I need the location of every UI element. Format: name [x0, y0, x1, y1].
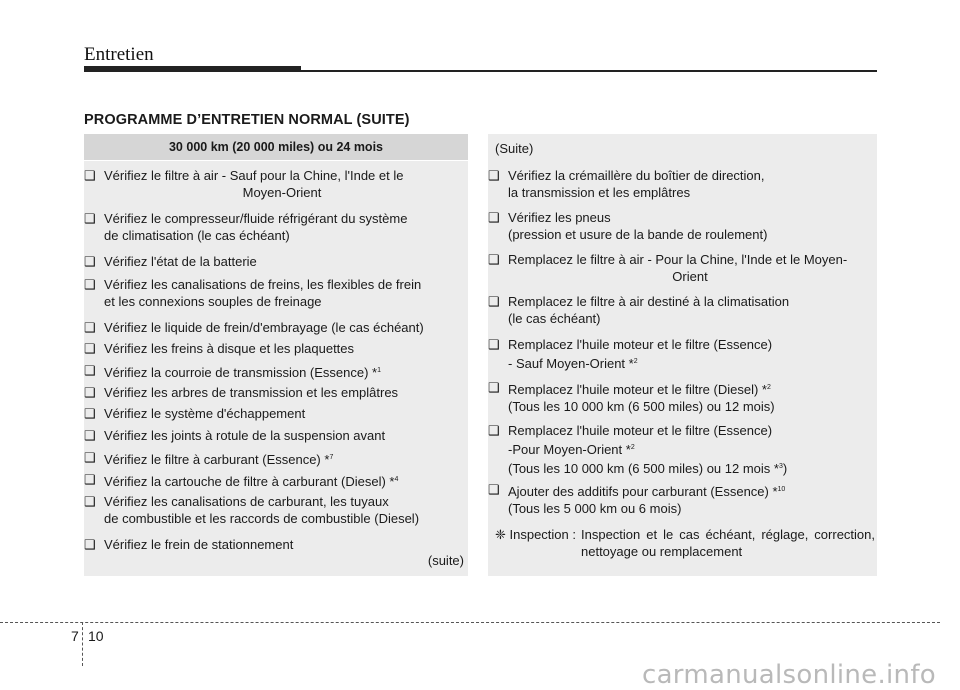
checkbox-icon: ❑	[84, 168, 96, 183]
item-line: (Tous les 5 000 km ou 6 mois)	[508, 501, 682, 516]
item-line: Orient	[672, 269, 708, 284]
checklist-item	[84, 167, 460, 201]
header-bar	[84, 66, 301, 72]
footnote-ref: 7	[329, 454, 334, 461]
item-line: (pression et usure de la bande de roulement)	[508, 227, 768, 242]
item-line: Remplacez l'huile moteur et le filtre (Essence)	[508, 423, 773, 438]
continued-from-note: (Suite)	[495, 141, 534, 156]
chapter-number: 7	[71, 628, 79, 644]
item-line: Vérifiez le liquide de frein/d'embrayage (le cas échéant)	[104, 320, 424, 335]
item-line: Ajouter des additifs pour carburant (Essence) *	[508, 484, 778, 499]
checkbox-icon: ❑	[488, 380, 500, 395]
item-line: Vérifiez la courroie de transmission (Essence) *	[104, 365, 378, 380]
left-column-heading: 30 000 km (20 000 miles) ou 24 mois	[84, 134, 468, 160]
item-line: (Tous les 10 000 km (6 500 miles) ou 12 mois)	[508, 399, 775, 414]
footnote-ref: 1	[377, 367, 382, 374]
checkbox-icon: ❑	[84, 537, 96, 552]
checklist-item	[488, 167, 872, 201]
checkbox-icon: ❑	[84, 472, 96, 487]
checkbox-icon: ❑	[84, 254, 96, 269]
checklist-item	[84, 276, 460, 310]
right-column	[488, 134, 877, 576]
page-number: 10	[88, 628, 104, 644]
checkbox-icon: ❑	[488, 482, 500, 497]
item-line: Remplacez le filtre à air - Pour la Chine, l'Inde et le Moyen-	[508, 252, 848, 267]
checklist-item	[84, 253, 460, 270]
item-line: Vérifiez la cartouche de filtre à carburant (Diesel) *	[104, 474, 395, 489]
checkbox-icon: ❑	[84, 277, 96, 292]
checkbox-icon: ❑	[84, 428, 96, 443]
item-line: Vérifiez les arbres de transmission et les emplâtres	[104, 385, 399, 400]
checklist-item	[84, 319, 460, 336]
checkbox-icon: ❑	[84, 211, 96, 226]
item-line: et les connexions souples de freinage	[104, 294, 322, 309]
item-line: de combustible et les raccords de combustible (Diesel)	[104, 511, 420, 526]
checklist-item	[488, 481, 872, 517]
item-line: Vérifiez les canalisations de freins, les flexibles de frein	[104, 277, 422, 292]
item-line: Remplacez le filtre à air destiné à la climatisation	[508, 294, 790, 309]
checkbox-icon: ❑	[488, 252, 500, 267]
footer-divider	[82, 622, 83, 666]
footnote-ref: 2	[633, 358, 638, 365]
checklist-item	[84, 536, 460, 553]
left-column	[84, 134, 468, 576]
checklist-item	[84, 405, 460, 422]
item-line: Vérifiez les canalisations de carburant, les tuyaux	[104, 494, 389, 509]
checkbox-icon: ❑	[84, 406, 96, 421]
item-line-end: )	[782, 461, 788, 476]
item-line: Vérifiez le système d'échappement	[104, 406, 306, 421]
checklist-item	[488, 336, 872, 372]
item-line: (le cas échéant)	[508, 311, 601, 326]
checkbox-icon: ❑	[488, 294, 500, 309]
item-line: Vérifiez les joints à rotule de la suspension avant	[104, 428, 386, 443]
checkbox-icon: ❑	[488, 168, 500, 183]
item-line: la transmission et les emplâtres	[508, 185, 691, 200]
footnote-ref: 2	[766, 384, 771, 391]
checkbox-icon: ❑	[488, 423, 500, 438]
item-line: Vérifiez l'état de la batterie	[104, 254, 257, 269]
watermark: carmanualsonline.info	[641, 660, 936, 690]
section-title: PROGRAMME D’ENTRETIEN NORMAL (SUITE)	[84, 112, 410, 128]
item-line: Vérifiez le filtre à air - Sauf pour la Chine, l'Inde et le	[104, 168, 404, 183]
checklist-item	[84, 384, 460, 401]
footnote-ref: 3	[778, 463, 783, 470]
item-line: de climatisation (le cas échéant)	[104, 228, 290, 243]
item-line: (Tous les 10 000 km (6 500 miles) ou 12 mois *	[508, 461, 779, 476]
checkbox-icon: ❑	[84, 320, 96, 335]
checkbox-icon: ❑	[84, 341, 96, 356]
checklist-item	[488, 209, 872, 243]
item-line: -Pour Moyen-Orient *	[508, 442, 631, 457]
footnote-ref: 10	[777, 486, 786, 493]
item-line: Remplacez l'huile moteur et le filtre (Essence)	[508, 337, 773, 352]
checkbox-icon: ❑	[84, 450, 96, 465]
checklist-item	[84, 210, 460, 244]
checklist-item	[84, 493, 460, 527]
item-line: - Sauf Moyen-Orient *	[508, 356, 634, 371]
checklist-item	[488, 422, 872, 477]
header-title: Entretien	[84, 44, 154, 65]
left-column-separator	[84, 160, 468, 161]
checklist-item	[84, 362, 460, 381]
item-line: Remplacez l'huile moteur et le filtre (Diesel) *	[508, 382, 767, 397]
inspection-legend	[495, 526, 875, 560]
legend-definition: Inspection et le cas échéant, réglage, correction, nettoyage ou remplacement	[581, 527, 875, 559]
checklist-item	[84, 427, 460, 444]
checklist-item	[488, 379, 872, 415]
checklist-item	[84, 340, 460, 357]
header-rule	[301, 70, 877, 72]
item-line: Vérifiez le compresseur/fluide réfrigérant du système	[104, 211, 408, 226]
continued-note: (suite)	[427, 553, 464, 568]
item-line: Vérifiez le filtre à carburant (Essence) *	[104, 452, 330, 467]
item-line: Vérifiez la crémaillère du boîtier de direction,	[508, 168, 765, 183]
checklist-item	[488, 251, 872, 285]
checkbox-icon: ❑	[84, 494, 96, 509]
checklist-item	[84, 449, 460, 468]
checkbox-icon: ❑	[488, 210, 500, 225]
footnote-ref: 2	[630, 444, 635, 451]
item-line: Vérifiez les freins à disque et les plaquettes	[104, 341, 355, 356]
checklist-item	[84, 471, 460, 490]
footnote-ref: 4	[394, 476, 399, 483]
item-line: Moyen-Orient	[242, 185, 322, 200]
item-line: Vérifiez les pneus	[508, 210, 611, 225]
checkbox-icon: ❑	[84, 385, 96, 400]
checklist-item	[488, 293, 872, 327]
item-line: Vérifiez le frein de stationnement	[104, 537, 294, 552]
checkbox-icon: ❑	[84, 363, 96, 378]
checkbox-icon: ❑	[488, 337, 500, 352]
footer-rule	[0, 622, 940, 623]
legend-label: ❈ Inspection :	[495, 527, 576, 542]
